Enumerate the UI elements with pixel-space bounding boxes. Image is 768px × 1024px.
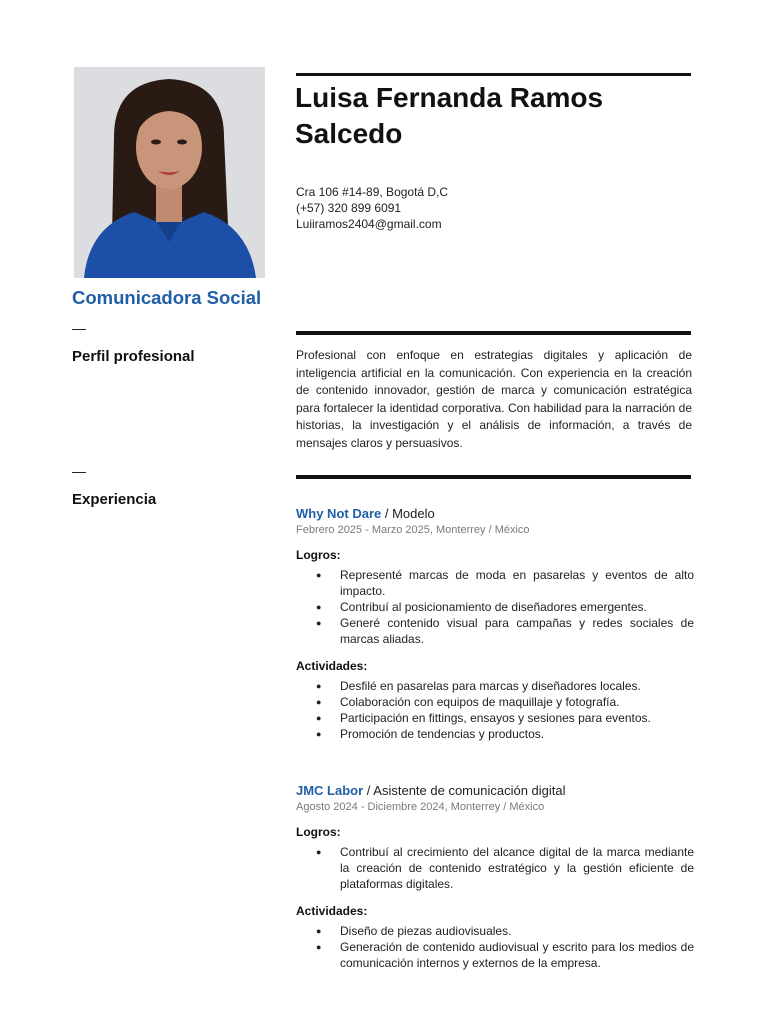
achievements-label: Logros: bbox=[296, 825, 341, 839]
experience-entry bbox=[296, 505, 694, 742]
activities-list bbox=[296, 678, 694, 742]
list-item: ● Contribuí al posicionamiento de diseñadores emergentes. bbox=[296, 599, 694, 615]
experience-heading: Experiencia bbox=[72, 491, 157, 508]
list-item: ● Participación en fittings, ensayos y sesiones para eventos. bbox=[296, 710, 694, 726]
list-item: ● Colaboración con equipos de maquillaje y fotografía. bbox=[296, 694, 694, 710]
activities-label: Actividades: bbox=[296, 904, 368, 918]
experience-entry bbox=[296, 782, 694, 971]
company-name: JMC Labor bbox=[296, 783, 364, 798]
list-item: ● Generé contenido visual para campañas y redes sociales de marcas aliadas. bbox=[296, 615, 694, 647]
activities-list bbox=[296, 923, 694, 971]
section-dash: — bbox=[72, 320, 86, 336]
profile-photo bbox=[74, 67, 265, 278]
profile-summary: Profesional con enfoque en estrategias digitales y aplicación de inteligencia artificial en la comunicación. Con experiencia en la creación de contenido innovador, gestión de marca y comunicación estratégica para fortalecer la identidad corporativa. Con habilidad para la narración de historias, la investigación y el análisis de información, a través de mensajes claros y persuasivos. bbox=[296, 348, 692, 450]
achievements-list bbox=[296, 567, 694, 647]
section-dash: — bbox=[72, 463, 86, 479]
contact-block bbox=[296, 184, 448, 232]
list-item: ● Contribuí al crecimiento del alcance digital de la marca mediante la creación de contenido estratégico y la gestión eficiente de plataformas digitales. bbox=[296, 844, 694, 892]
job-meta: Agosto 2024 - Diciembre 2024, Monterrey / México bbox=[296, 801, 545, 813]
list-item: ● Desfilé en pasarelas para marcas y diseñadores locales. bbox=[296, 678, 694, 694]
candidate-name: Luisa Fernanda Ramos Salcedo bbox=[295, 82, 604, 149]
profile-divider bbox=[296, 331, 691, 335]
contact-email[interactable]: Luiiramos2404@gmail.com bbox=[296, 217, 442, 231]
job-role: / Asistente de comunicación digital bbox=[363, 783, 566, 798]
activities-label: Actividades: bbox=[296, 659, 368, 673]
portrait-image bbox=[74, 67, 265, 278]
job-title bbox=[296, 782, 694, 799]
contact-address: Cra 106 #14-89, Bogotá D,C bbox=[296, 185, 449, 199]
role-title: Comunicadora Social bbox=[72, 287, 262, 308]
list-item: ● Representé marcas de moda en pasarelas y eventos de alto impacto. bbox=[296, 567, 694, 599]
experience-divider bbox=[296, 475, 691, 479]
list-item: ● Generación de contenido audiovisual y escrito para los medios de comunicación internos y externos de la empresa. bbox=[296, 939, 694, 971]
contact-phone: (+57) 320 899 6091 bbox=[296, 201, 402, 215]
company-name: Why Not Dare bbox=[296, 506, 382, 521]
job-role: / Modelo bbox=[381, 506, 435, 521]
list-item: ● Diseño de piezas audiovisuales. bbox=[296, 923, 694, 939]
job-title bbox=[296, 505, 694, 522]
list-item: ● Promoción de tendencias y productos. bbox=[296, 726, 694, 742]
header-divider bbox=[296, 73, 691, 76]
achievements-label: Logros: bbox=[296, 548, 341, 562]
profile-heading: Perfil profesional bbox=[72, 348, 195, 365]
achievements-list bbox=[296, 844, 694, 892]
job-meta: Febrero 2025 - Marzo 2025, Monterrey / México bbox=[296, 524, 530, 536]
